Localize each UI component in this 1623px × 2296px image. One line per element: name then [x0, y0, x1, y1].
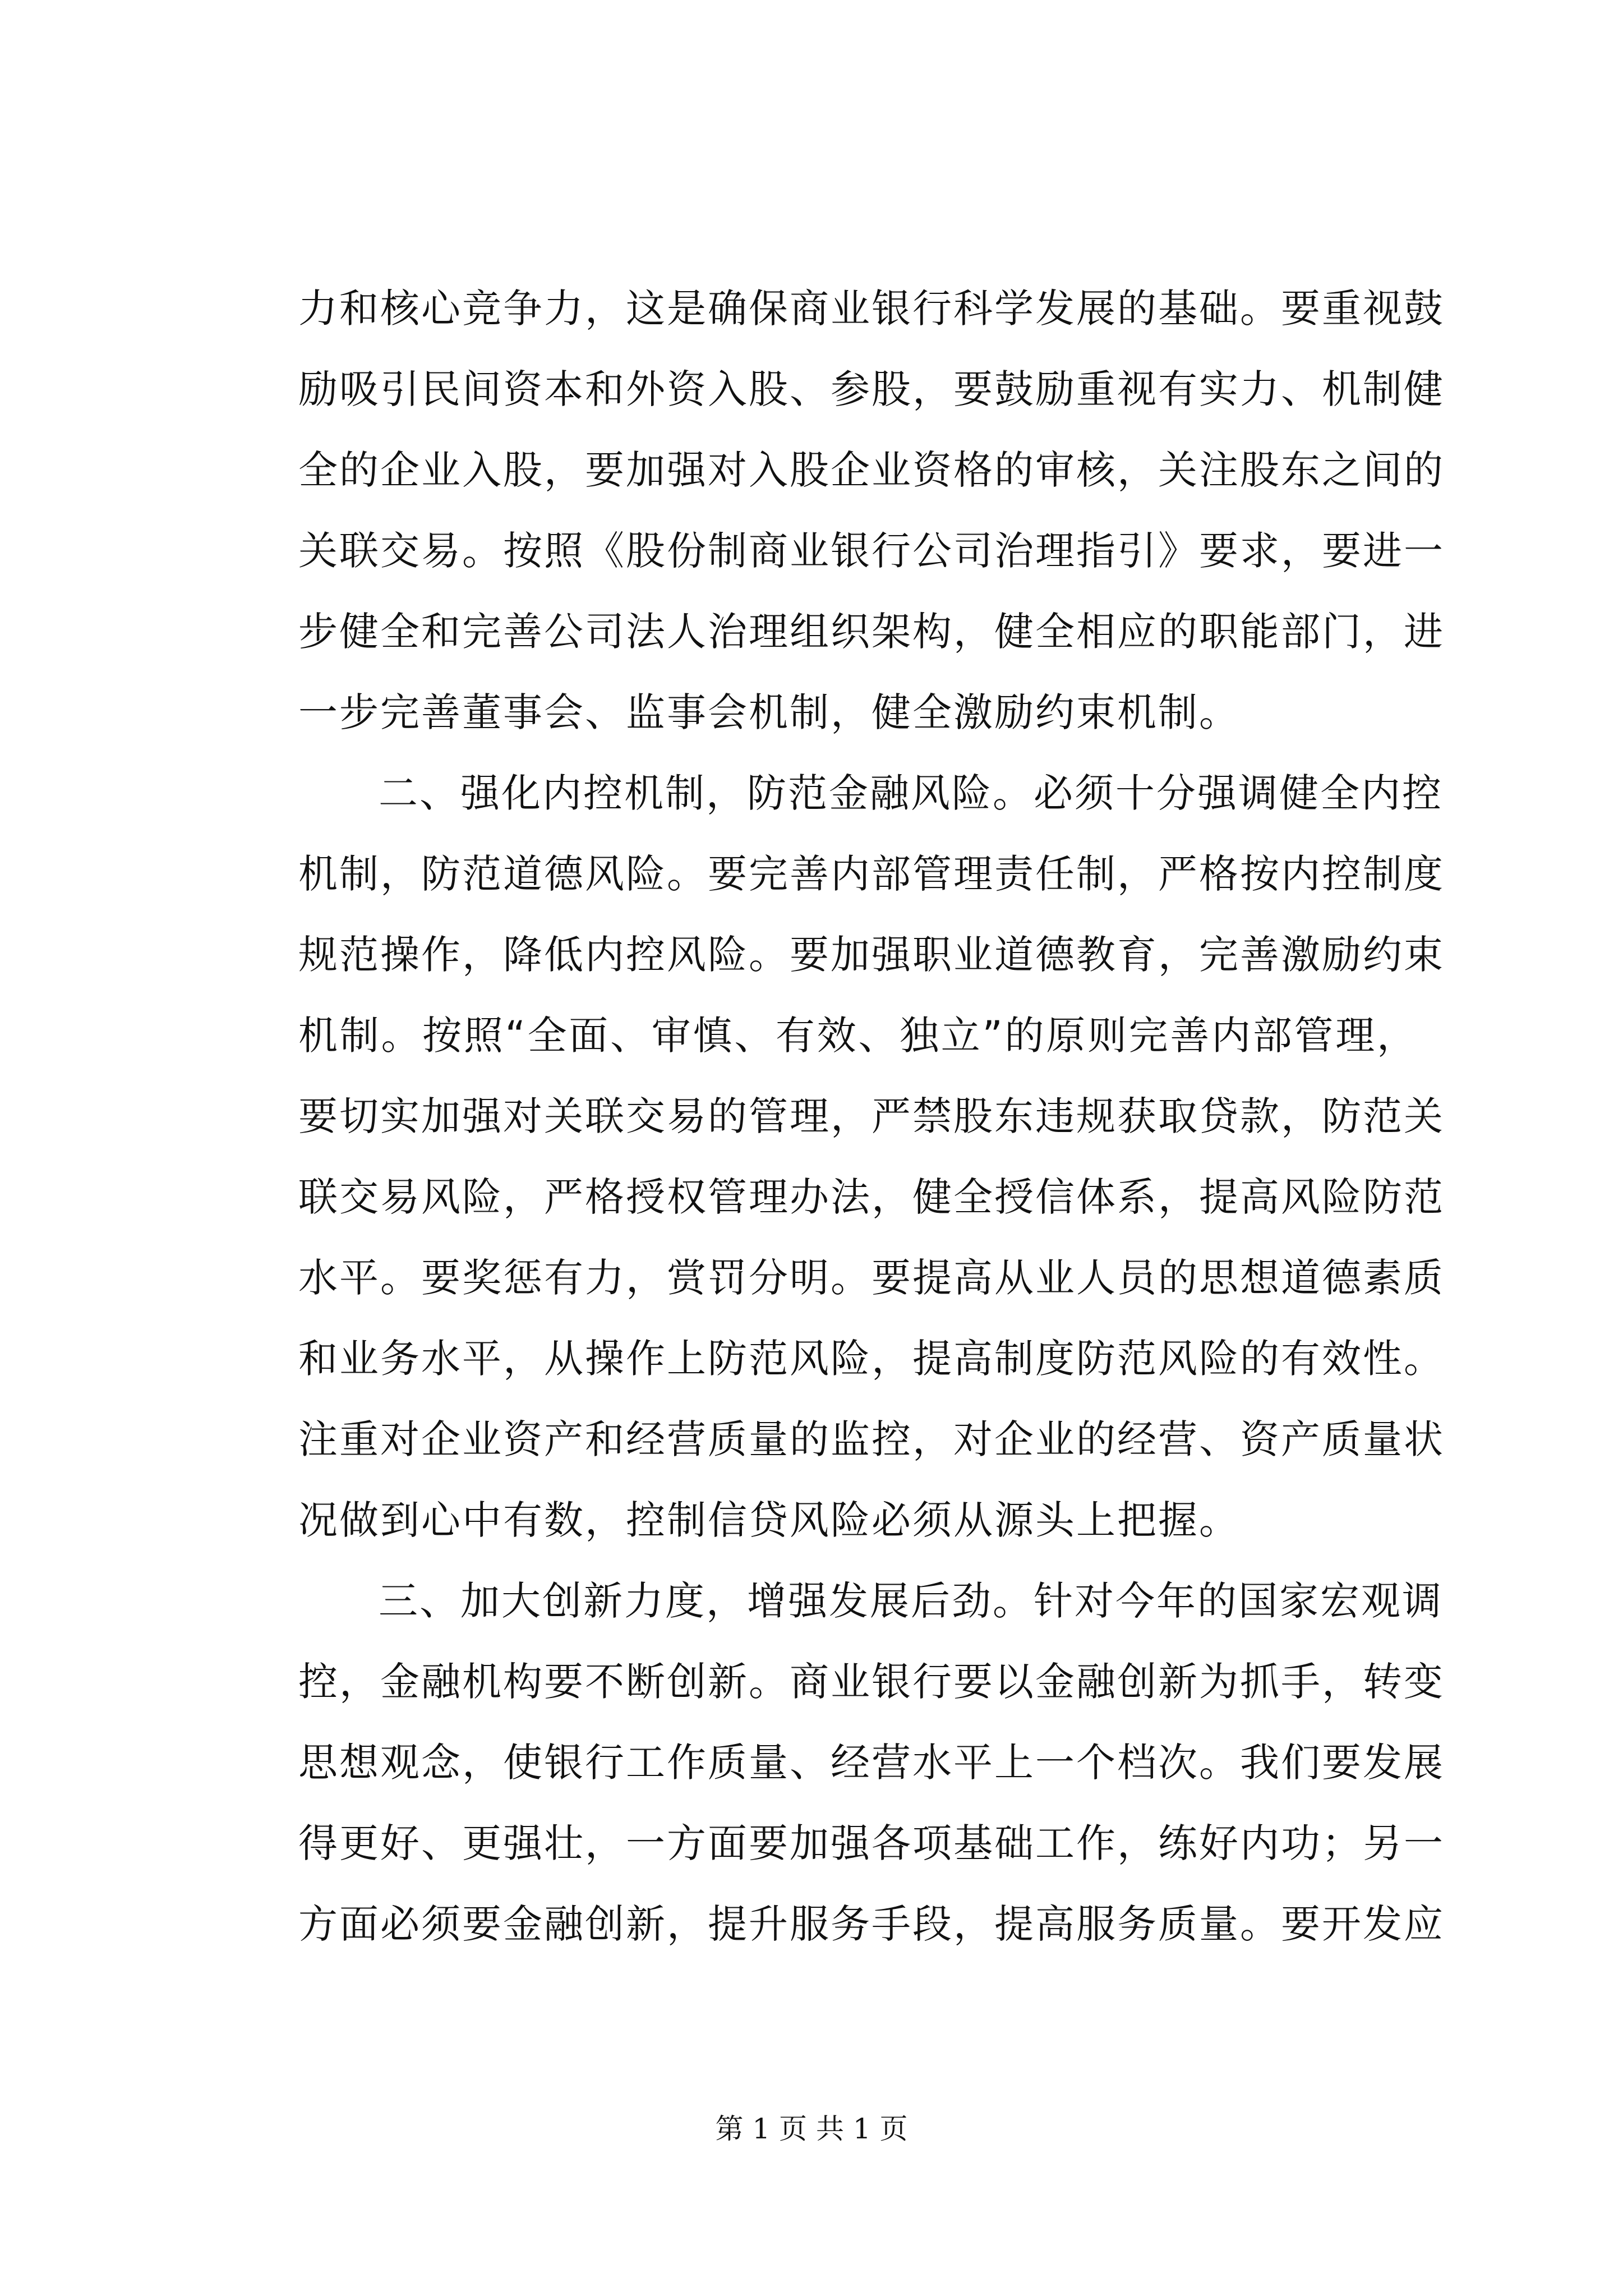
text-line-12: 联交易风险，严格授权管理办法，健全授信体系，提高风险防范 [298, 1174, 1445, 1220]
text-line-9: 规范操作，降低内控风险。要加强职业道德教育，完善激励约束 [298, 932, 1445, 978]
text-line-6: 一步完善董事会、监事会机制，健全激励约束机制。 [298, 689, 1240, 735]
text-line-15: 注重对企业资产和经营质量的监控，对企业的经营、资产质量状 [298, 1416, 1445, 1462]
body-text [298, 268, 1445, 1964]
text-line-10: 机制。按照“全面、审慎、有效、独立”的原则完善内部管理， [298, 1013, 1418, 1059]
text-line-1: 力和核心竞争力，这是确保商业银行科学发展的基础。要重视鼓 [298, 286, 1445, 332]
text-line-8: 机制，防范道德风险。要完善内部管理责任制，严格按内控制度 [298, 851, 1445, 897]
text-line-20: 得更好、更强壮，一方面要加强各项基础工作，练好内功；另一 [298, 1820, 1445, 1866]
text-line-16: 况做到心中有数，控制信贷风险必须从源头上把握。 [298, 1497, 1240, 1543]
text-line-21: 方面必须要金融创新，提升服务手段，提高服务质量。要开发应 [298, 1901, 1445, 1947]
text-line-4: 关联交易。按照《股份制商业银行公司治理指引》要求，要进一 [298, 528, 1445, 574]
text-line-7: 二、强化内控机制，防范金融风险。必须十分强调健全内控 [379, 770, 1443, 816]
text-line-13: 水平。要奖惩有力，赏罚分明。要提高从业人员的思想道德素质 [298, 1255, 1445, 1301]
text-line-14: 和业务水平，从操作上防范风险，提高制度防范风险的有效性。 [298, 1336, 1445, 1382]
text-line-3: 全的企业入股，要加强对入股企业资格的审核，关注股东之间的 [298, 447, 1445, 493]
page-number-footer: 第 1 页 共 1 页 [715, 2113, 908, 2145]
text-line-18: 控，金融机构要不断创新。商业银行要以金融创新为抓手，转变 [298, 1659, 1445, 1705]
text-line-17: 三、加大创新力度，增强发展后劲。针对今年的国家宏观调 [379, 1578, 1443, 1624]
text-line-11: 要切实加强对关联交易的管理，严禁股东违规获取贷款，防范关 [298, 1093, 1445, 1139]
text-line-2: 励吸引民间资本和外资入股、参股，要鼓励重视有实力、机制健 [298, 366, 1445, 412]
text-line-5: 步健全和完善公司法人治理组织架构，健全相应的职能部门，进 [298, 609, 1445, 655]
text-line-19: 思想观念，使银行工作质量、经营水平上一个档次。我们要发展 [298, 1740, 1445, 1786]
